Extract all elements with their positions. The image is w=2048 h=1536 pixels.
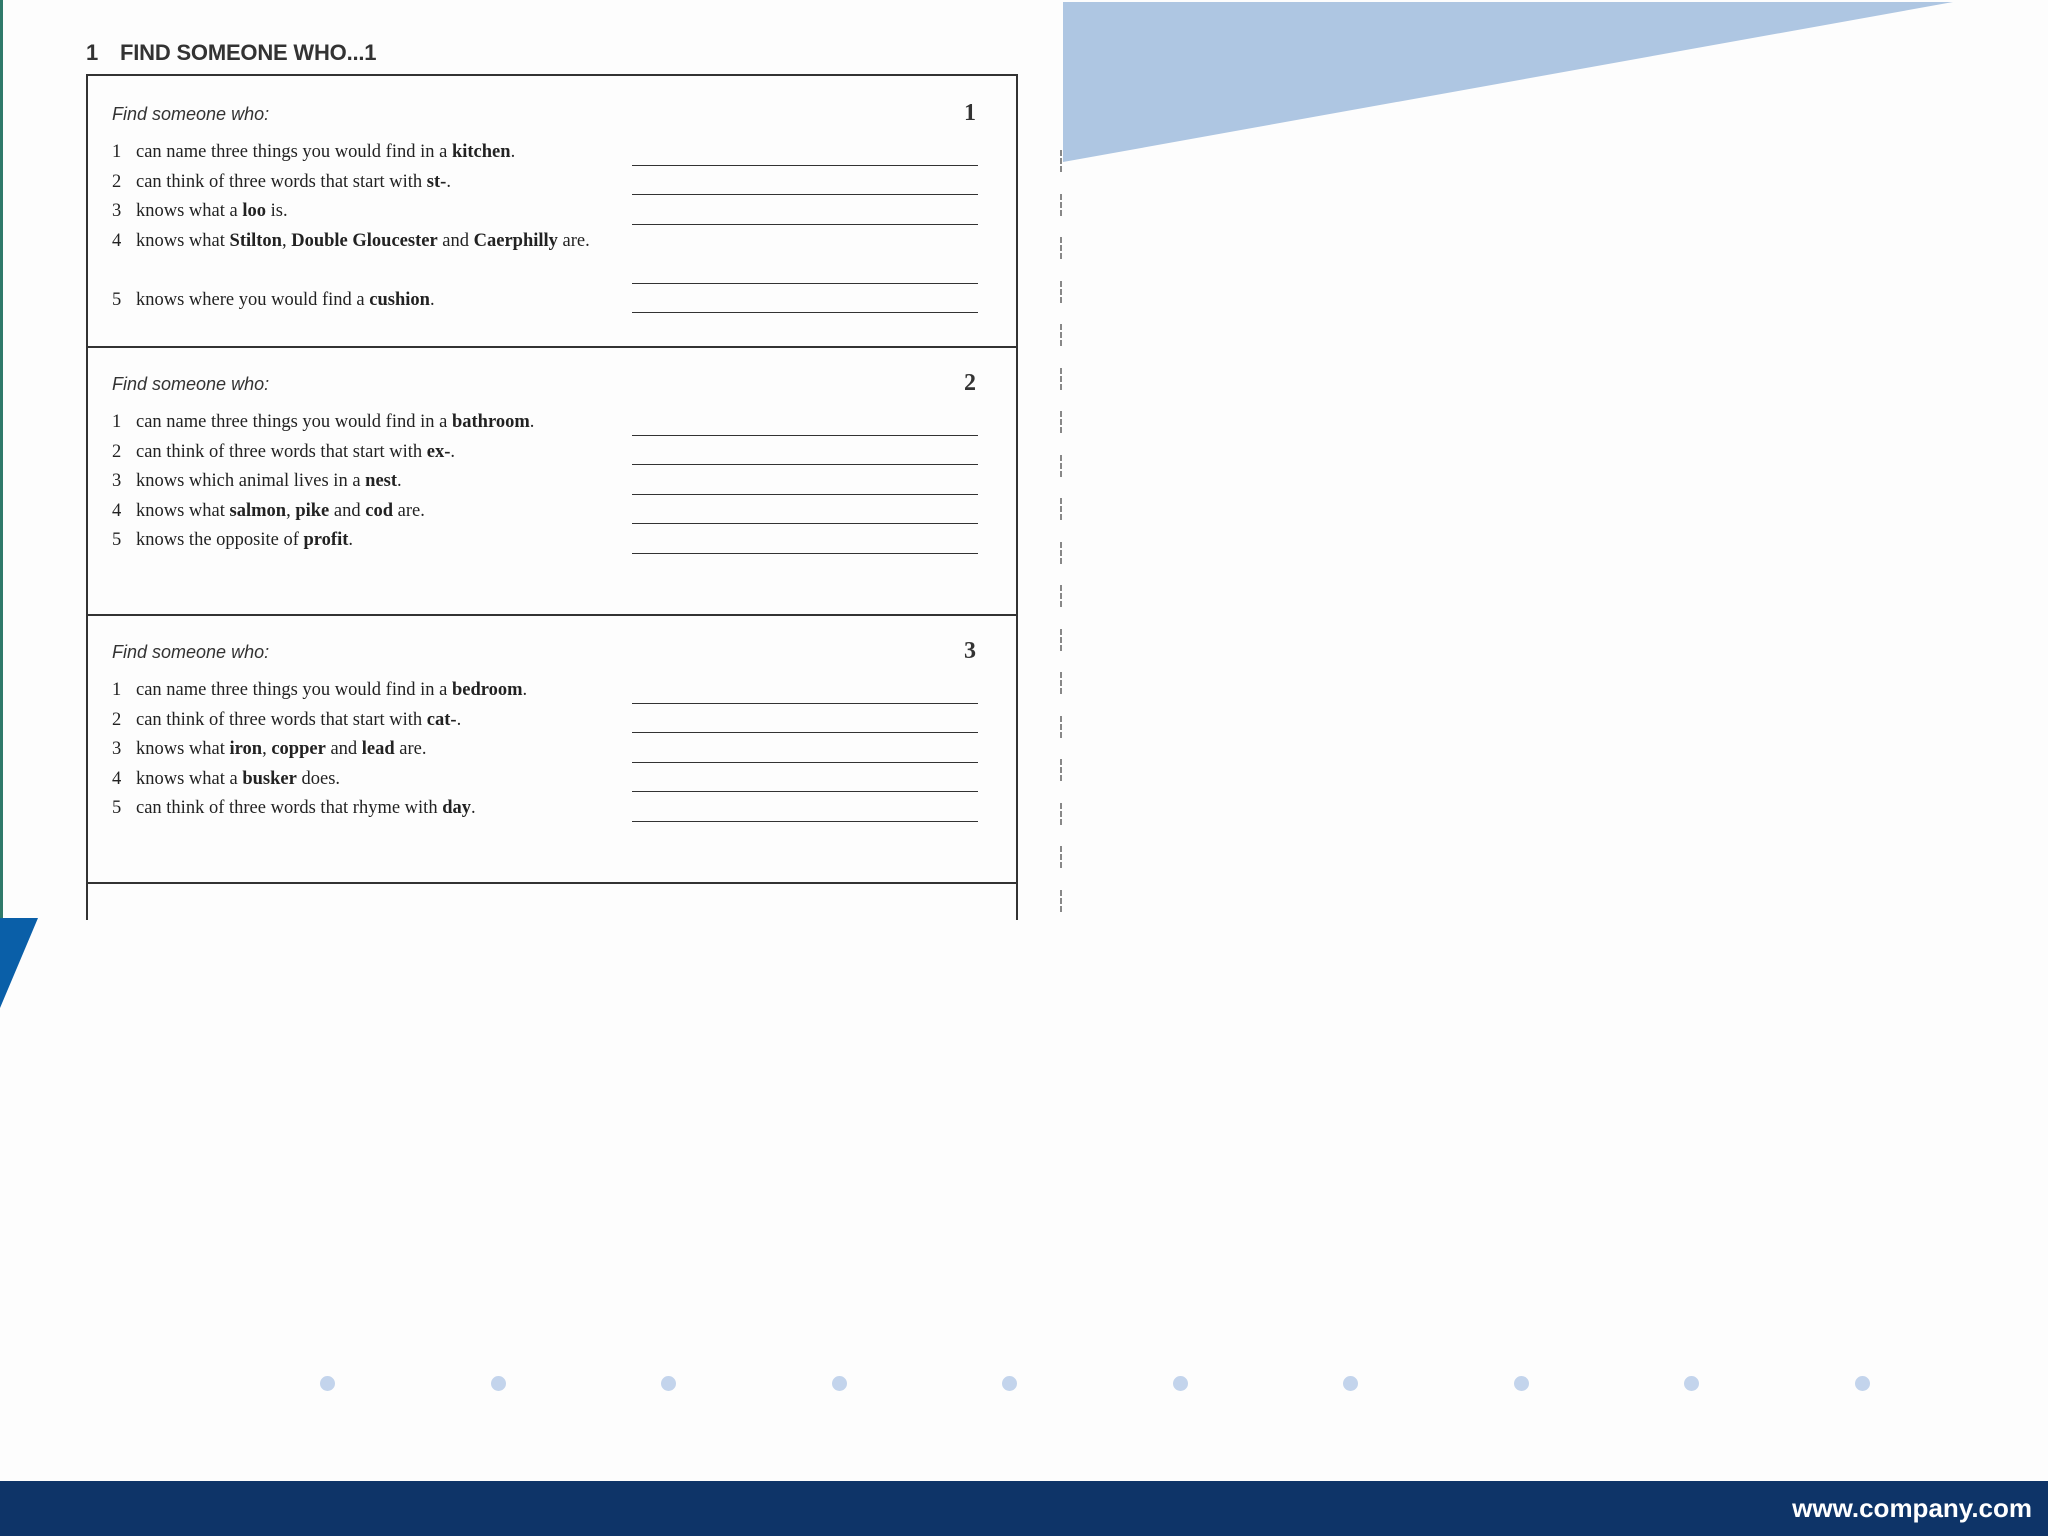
question-text-part: . [446, 171, 451, 192]
answer-line[interactable] [632, 312, 978, 313]
footer-bar [0, 1481, 2048, 1536]
keyword: nest [365, 471, 398, 491]
question-number: 4 [112, 500, 122, 521]
keyword: kitchen [451, 142, 511, 162]
question-item [112, 706, 982, 736]
box-heading: Find someone who: [112, 104, 270, 124]
question-text-part: . [529, 412, 535, 432]
perforation-dash [1060, 150, 1065, 172]
question-item [112, 286, 982, 316]
keyword: salmon [229, 500, 287, 521]
question-text [136, 497, 596, 527]
perforation-dash [1060, 585, 1065, 607]
question-list [112, 676, 982, 824]
top-right-triangle [1063, 0, 1963, 170]
question-text-part: . [397, 471, 402, 491]
question-number: 1 [112, 680, 122, 700]
question-text [136, 438, 596, 468]
box-number: 2 [964, 370, 976, 396]
keyword: busker [242, 768, 297, 789]
answer-line[interactable] [632, 165, 978, 166]
box-heading: Find someone who: [112, 374, 270, 394]
question-text [136, 168, 596, 198]
left-corner-triangle [0, 918, 40, 1010]
question-text [136, 676, 596, 706]
question-item [112, 526, 982, 556]
keyword: cod [365, 500, 393, 521]
page-dot [1173, 1376, 1188, 1391]
page-dot [832, 1376, 847, 1391]
question-text [136, 794, 596, 824]
question-text [136, 197, 596, 227]
question-number: 3 [112, 471, 122, 491]
question-item [112, 227, 982, 286]
question-item [112, 735, 982, 765]
question-text-part: can name three things you would find in a [136, 142, 452, 162]
question-item [112, 438, 982, 468]
perforation-dash [1060, 759, 1065, 781]
keyword: iron [229, 739, 263, 759]
question-list [112, 138, 982, 315]
question-text [136, 765, 596, 795]
question-text-part: can name three things you would find in a [136, 412, 452, 432]
question-number: 4 [112, 230, 122, 251]
question-box-2 [88, 346, 1016, 616]
question-text-part: does. [296, 768, 341, 789]
question-text-part: . [456, 709, 462, 730]
question-box-1 [88, 76, 1016, 348]
perforation-dash [1060, 368, 1065, 390]
perforation-dash [1060, 411, 1065, 433]
page-dot [491, 1376, 506, 1391]
page-dot [320, 1376, 335, 1391]
keyword: st- [426, 171, 447, 192]
worksheet-title [86, 40, 376, 66]
answer-line[interactable] [632, 821, 978, 822]
perforation-dash [1060, 629, 1065, 651]
question-number: 1 [112, 412, 122, 432]
keyword: bathroom [451, 412, 530, 432]
question-item [112, 676, 982, 706]
question-text-part: . [348, 530, 354, 550]
worksheet-frame [86, 74, 1018, 920]
question-item [112, 497, 982, 527]
keyword: cushion [369, 289, 430, 310]
keyword: copper [271, 739, 326, 759]
keyword: Stilton [229, 230, 282, 251]
question-text-part: . [522, 680, 528, 700]
question-text-part: , [286, 500, 296, 521]
perforation-dash [1060, 542, 1065, 564]
question-text-part: are. [557, 230, 590, 251]
answer-line[interactable] [632, 703, 978, 704]
answer-line[interactable] [632, 732, 978, 733]
question-text [136, 227, 596, 257]
perforation-marks [1058, 150, 1066, 920]
question-text-part: knows what [136, 500, 230, 521]
keyword: pike [295, 500, 330, 521]
answer-line[interactable] [632, 464, 978, 465]
question-number: 5 [112, 289, 122, 310]
page-dot [1343, 1376, 1358, 1391]
question-text-part: knows which animal lives in a [136, 471, 366, 491]
keyword: day [442, 798, 471, 818]
question-number: 5 [112, 530, 122, 550]
keyword: Double Gloucester [291, 230, 438, 251]
question-item [112, 138, 982, 168]
question-text-part: is. [266, 201, 288, 221]
perforation-dash [1060, 716, 1065, 738]
page-dot [1514, 1376, 1529, 1391]
question-text-part: can think of three words that start with [136, 709, 427, 730]
left-edge-stripe [0, 0, 3, 920]
box-number: 3 [964, 638, 976, 664]
page-dot [1002, 1376, 1017, 1391]
question-text-part: knows what [136, 739, 230, 759]
footer-url: www.company.com [1792, 1493, 2032, 1523]
question-text [136, 706, 596, 736]
perforation-dash [1060, 237, 1065, 259]
answer-line[interactable] [632, 224, 978, 225]
perforation-dash [1060, 672, 1065, 694]
answer-line[interactable] [632, 494, 978, 495]
keyword: lead [361, 739, 395, 759]
keyword: ex- [426, 441, 451, 462]
question-text-part: are. [394, 739, 427, 759]
question-item [112, 197, 982, 227]
perforation-dash [1060, 194, 1065, 216]
question-item [112, 794, 982, 824]
question-text-part: . [429, 289, 435, 310]
box-heading: Find someone who: [112, 642, 270, 662]
question-item [112, 408, 982, 438]
question-text [136, 138, 596, 168]
perforation-dash [1060, 803, 1065, 825]
perforation-dash [1060, 890, 1065, 912]
question-number: 5 [112, 798, 122, 818]
page-dots [0, 1376, 2048, 1396]
question-text [136, 526, 596, 556]
question-text-part: . [510, 142, 516, 162]
question-item [112, 467, 982, 497]
question-list [112, 408, 982, 556]
question-text-part: can think of three words that start with [136, 171, 427, 192]
question-text-part: knows the opposite of [136, 530, 304, 550]
question-number: 3 [112, 201, 122, 221]
page-dot [661, 1376, 676, 1391]
keyword: bedroom [451, 680, 523, 700]
question-text-part: . [471, 798, 476, 818]
question-text-part: . [450, 441, 456, 462]
question-text-part: knows what [136, 230, 230, 251]
question-text [136, 467, 596, 497]
question-box-3 [88, 614, 1016, 884]
keyword: cat- [426, 709, 457, 730]
perforation-dash [1060, 281, 1065, 303]
worksheet-number: 1 [86, 40, 99, 65]
question-text-part: , [262, 739, 272, 759]
keyword: profit [303, 530, 349, 550]
question-text-part: knows what a [136, 201, 243, 221]
answer-line[interactable] [632, 762, 978, 763]
answer-line[interactable] [632, 791, 978, 792]
question-number: 2 [112, 441, 122, 462]
question-text-part: can think of three words that start with [136, 441, 427, 462]
question-text [136, 735, 596, 765]
worksheet-title-text: FIND SOMEONE WHO...1 [120, 40, 377, 65]
question-text-part: and [437, 230, 474, 251]
answer-line[interactable] [632, 283, 978, 284]
question-number: 1 [112, 142, 122, 162]
question-text-part: and [329, 500, 366, 521]
question-text-part: and [325, 739, 362, 759]
question-text-part: are. [392, 500, 425, 521]
page-dot [1855, 1376, 1870, 1391]
question-number: 4 [112, 768, 122, 789]
box-number: 1 [964, 100, 976, 126]
perforation-dash [1060, 455, 1065, 477]
question-number: 2 [112, 171, 122, 192]
keyword: Caerphilly [473, 230, 558, 251]
answer-line[interactable] [632, 523, 978, 524]
question-number: 2 [112, 709, 122, 730]
answer-line[interactable] [632, 435, 978, 436]
keyword: loo [242, 201, 266, 221]
question-text [136, 408, 596, 438]
question-item [112, 168, 982, 198]
perforation-dash [1060, 846, 1065, 868]
perforation-dash [1060, 324, 1065, 346]
question-text-part: can name three things you would find in a [136, 680, 452, 700]
question-text-part: can think of three words that rhyme with [136, 798, 443, 818]
answer-line[interactable] [632, 553, 978, 554]
answer-line[interactable] [632, 194, 978, 195]
question-text-part: , [281, 230, 292, 251]
perforation-dash [1060, 498, 1065, 520]
question-text-part: knows where you would find a [136, 289, 370, 310]
question-text-part: knows what a [136, 768, 243, 789]
question-text [136, 286, 596, 316]
page-dot [1684, 1376, 1699, 1391]
question-item [112, 765, 982, 795]
question-number: 3 [112, 739, 122, 759]
